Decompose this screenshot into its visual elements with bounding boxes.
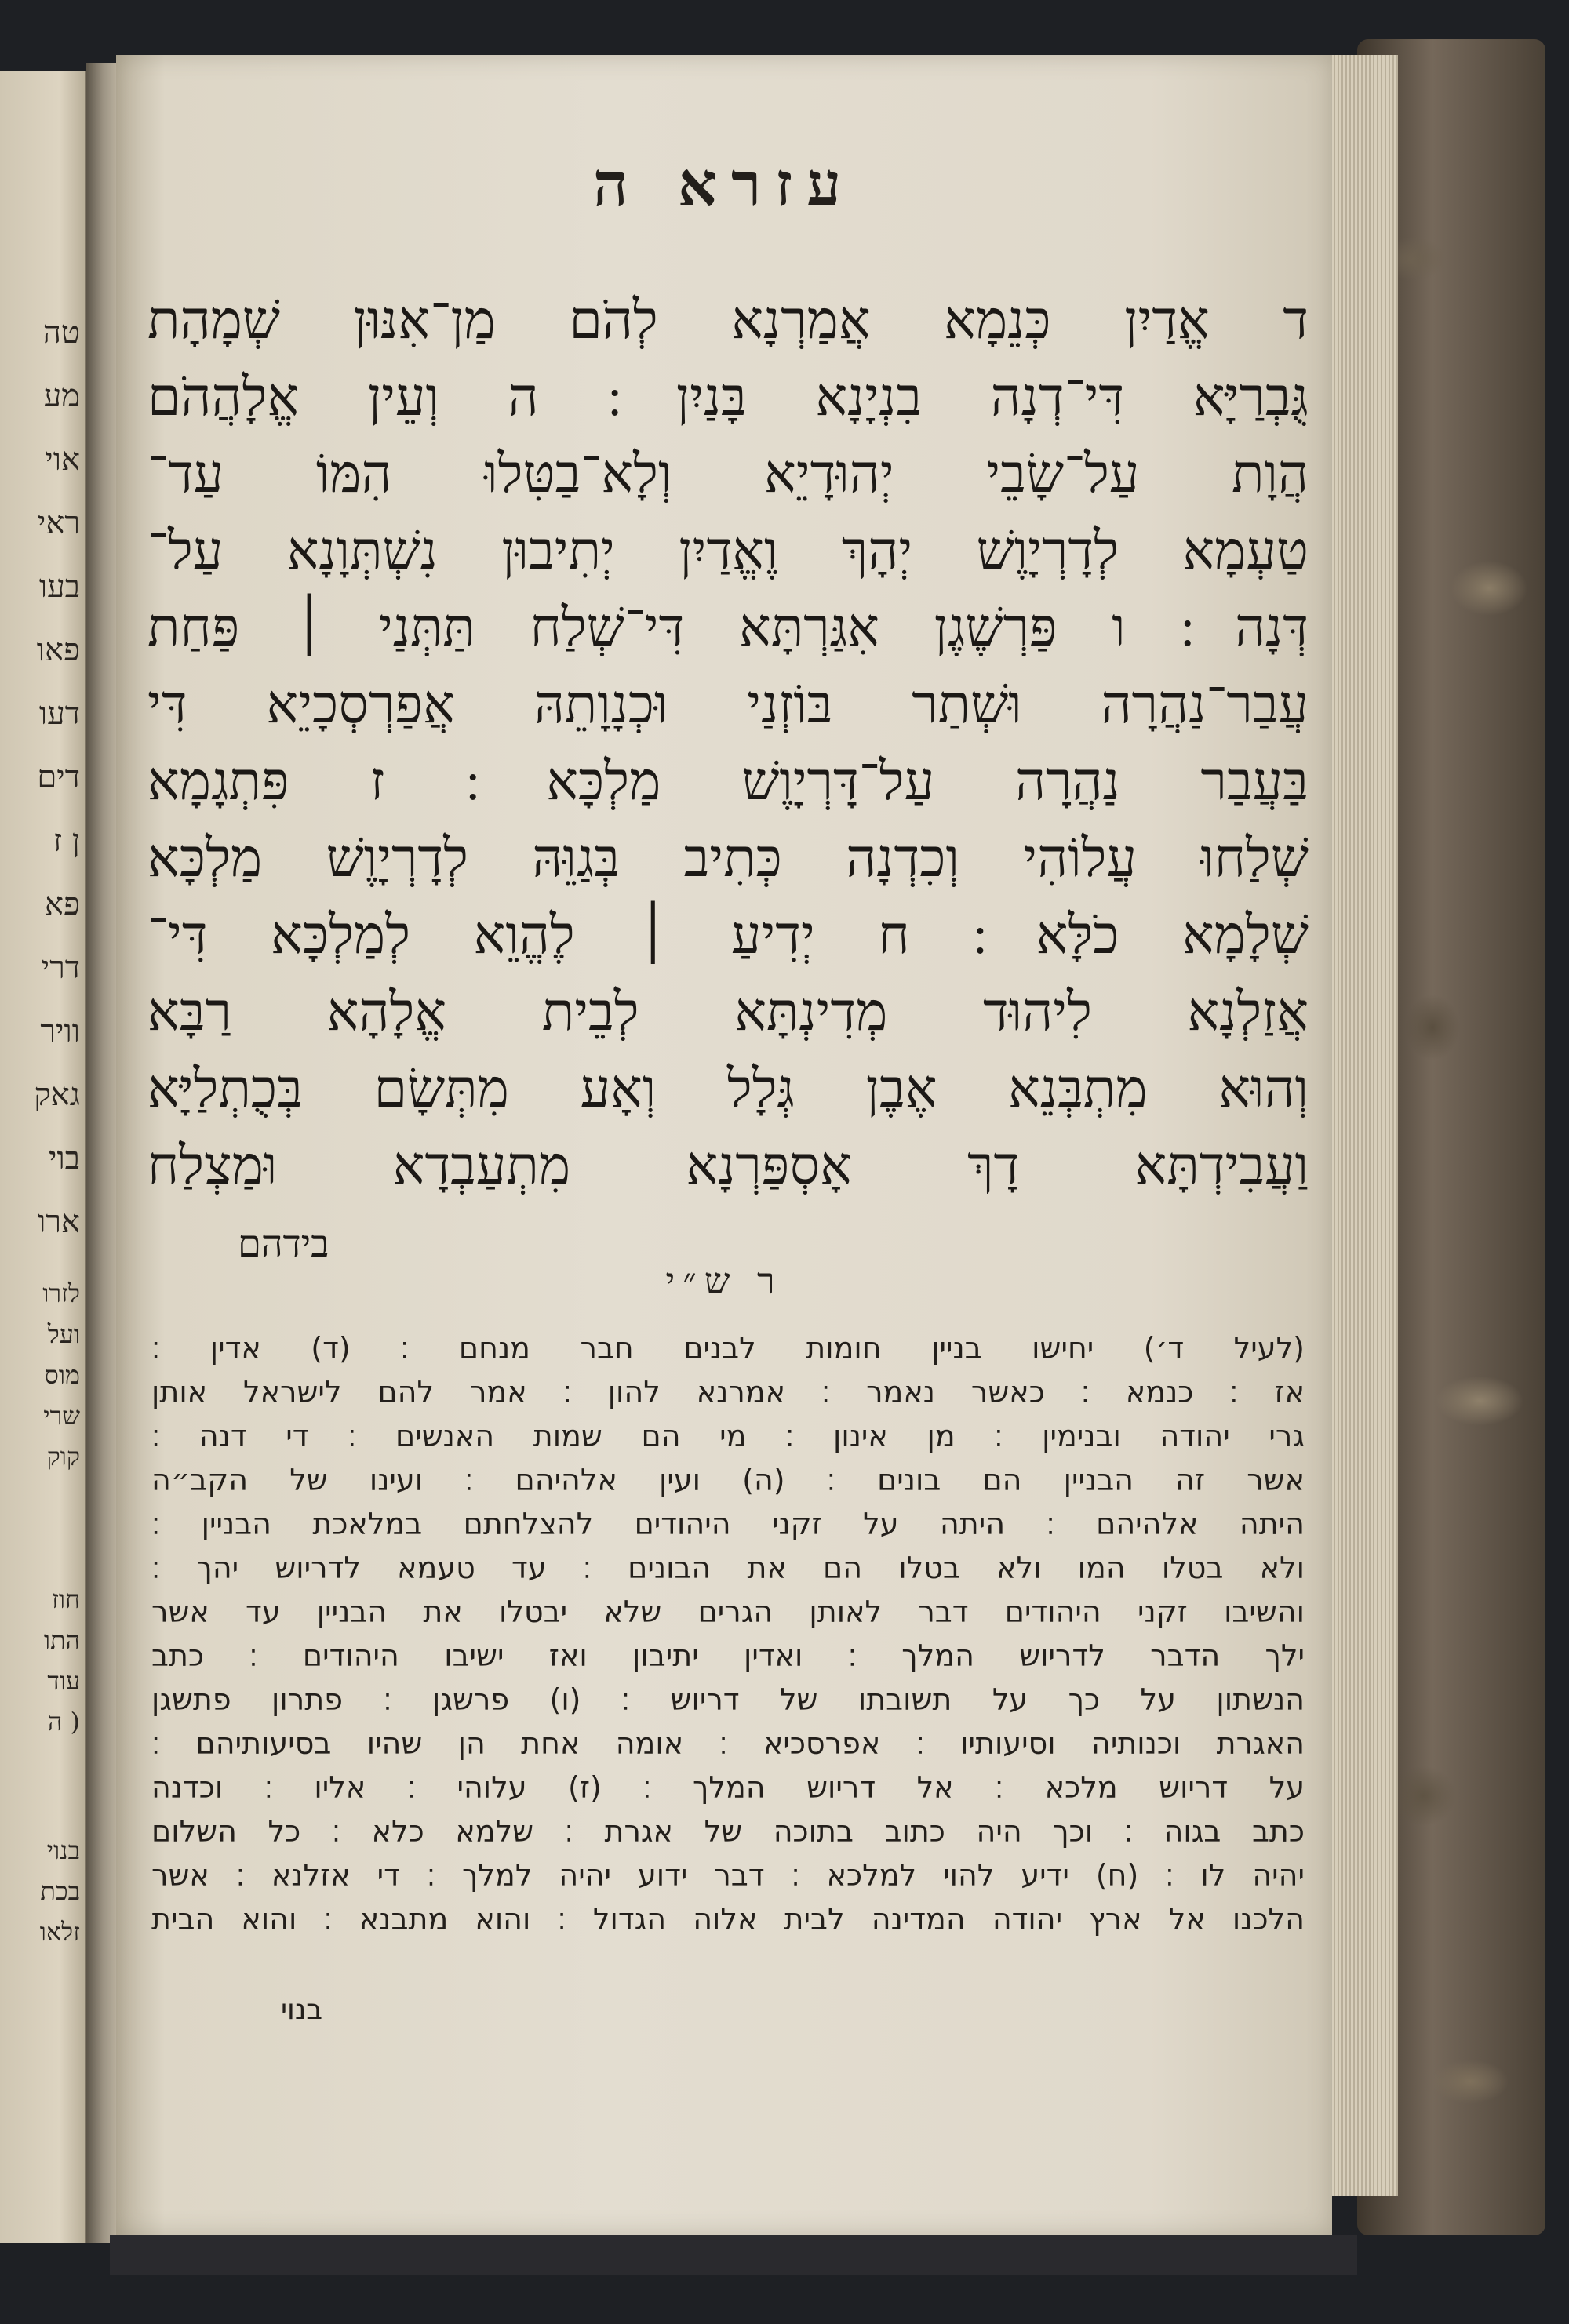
facing-page-fragment: בעו [38, 569, 80, 605]
right-page [116, 55, 1332, 2235]
facing-page-fragment: זלאו [39, 1917, 80, 1947]
facing-page-fragment: גאק [34, 1077, 80, 1113]
catchword: בידהם [238, 1222, 329, 1266]
facing-page-fragment: דעו [38, 696, 80, 732]
commentary-line: על דריוש מלכא ׃ אל דריוש המלך ׃ (ז) עלוהי ׃ אליו ׃ וכדנה [151, 1770, 1305, 1805]
facing-page-fragment: ועל [47, 1319, 80, 1349]
facing-page-fragment: וויר [40, 1013, 80, 1049]
scripture-line: אֲזַלְנָא לִיהוּד מְדִינְתָּא לְבֵית אֱלָהָא רַבָּא [147, 981, 1309, 1043]
commentary-line: היתה אלהיהם ׃ היתה על זקני היהודים להצלחתם במלאכת הבניין ׃ [151, 1507, 1305, 1541]
facing-page-fragment: פא [45, 886, 80, 922]
facing-page-fragment: ארו [38, 1204, 80, 1240]
facing-page-fragment: ראי [37, 505, 80, 541]
table-surface [110, 2235, 1357, 2275]
commentary-line: האגרת וכנותיה וסיעותיו ׃ אפרסכיא ׃ אומה אחת הן שהיו בסיעותיהם ׃ [151, 1726, 1305, 1761]
facing-page-fragment: ( ה [47, 1707, 80, 1737]
scripture-line: בַּעֲבַר נַהֲרָה עַל־דָּרְיָוֶשׁ מַלְכָּא ׃ ז פִּתְגָמָא [147, 751, 1309, 813]
commentary-line: יהיה לו ׃ (ח) ידיע להוי למלכא ׃ דבר ידוע יהיה למלך ׃ די אזלנא ׃ אשר [151, 1858, 1305, 1893]
page-title: עזרא ה [592, 149, 856, 220]
facing-page-fragment: דים [37, 759, 80, 795]
commentary-line: גרי יהודה ובנימין ׃ מן אינון ׃ מי הם שמות האנשים ׃ די דנה ׃ [151, 1419, 1305, 1453]
facing-page-fragment: התו [43, 1625, 80, 1655]
facing-page-fragment: מוס [44, 1360, 80, 1390]
facing-page-fragment: עוד [47, 1666, 80, 1696]
commentary-line: והשיבו זקני היהודים דבר לאותן הגרים שלא יבטלו את הבניין עד אשר [151, 1595, 1305, 1629]
commentary-line: הנשתון על כך על תשובתו של דריוש ׃ (ו) פרשגן ׃ פתרון פתשגן [151, 1682, 1305, 1717]
commentary-line: אשר זה הבניין הם בונים ׃ (ה) ועין אלהיהם ׃ ועינו של הקב״ה [151, 1463, 1305, 1497]
commentary-line: כתב בגוה ׃ וכך היה כתוב בתוכה של אגרת ׃ שלמא כלא ׃ כל השלום [151, 1814, 1305, 1849]
left-page [0, 71, 89, 2243]
facing-page-fragment: בכת [40, 1876, 80, 1906]
scripture-line: עֲבַר־נַהֲרָה וּשְׁתַר בּוֹזְנַי וּכְנָוָתֵהּ אֲפַרְסְכָיֵא דִּי [147, 674, 1309, 736]
facing-page-fragment: בוי [49, 1140, 80, 1177]
scripture-line: גֻּבְרַיָּא דִּי־דְנָה בִנְיָנָא בָּנַיִן ׃ ה וְעֵין אֱלָהֲהֹם [147, 366, 1309, 428]
scripture-line: וְהוּא מִתְבְּנֵא אֶבֶן גְּלָל וְאָע מִתְּשָׂם בְּכֻתְלַיָּא [147, 1058, 1309, 1120]
facing-page-fragment: חוז [51, 1584, 80, 1614]
facing-page-fragment: אוי [45, 442, 80, 478]
scripture-line: ד אֱדַיִן כְּנֵמָא אֲמַרְנָא לְהֹם מַן־אִנּוּן שְׁמָהָת [147, 289, 1309, 351]
facing-page-fragment: פאו [36, 632, 80, 668]
facing-page-fragment: לזרו [42, 1278, 80, 1308]
scripture-line: שְׁלַחוּ עֲלוֹהִי וְכִדְנָה כְּתִיב בְּגַוֵּהּ לְדָרְיָוֶשׁ מַלְכָּא [147, 827, 1309, 889]
commentary-line: ילך הדבר לדריוש המלך ׃ ואדין יתיבון ואז ישיבו היהודים ׃ כתב [151, 1638, 1305, 1673]
facing-page-fragment: קוק [46, 1442, 80, 1471]
facing-page-fragment: דרי [41, 950, 80, 986]
scripture-line: שְׁלָמָא כֹלָּא ׃ ח יְדִיעַ ׀ לֶהֱוֵא לְמַלְכָּא דִּי־ [147, 904, 1309, 966]
scripture-line: הֲוָת עַל־שָׂבֵי יְהוּדָיֵא וְלָא־בַטִּלוּ הִמּוֹ עַד־ [147, 443, 1309, 505]
commentary-line: ולא בטלו המו ולא בטלו הם את הבונים ׃ עד טעמא לדריוש יהך ׃ [151, 1551, 1305, 1585]
commentary-line: (לעיל ד׳) יחישו בניין חומות לבנים חבר מנחם ׃ (ד) אדין ׃ [151, 1331, 1305, 1366]
facing-page-fragment: טה [42, 315, 80, 351]
facing-page-fragment: בנוי [46, 1835, 80, 1865]
facing-page-fragment: מע [43, 378, 80, 414]
commentary-catchword: בנוי [281, 1994, 323, 2026]
scripture-line: טַעְמָא לְדָרְיָוֶשׁ יְהָךְ וֶאֱדַיִן יְתִיבוּן נִשְׁתְּוָנָא עַל־ [147, 520, 1309, 582]
page-edges [1326, 55, 1398, 2196]
facing-page-fragment: ן ז [53, 823, 80, 859]
commentary-line: אז ׃ כנמא ׃ כאשר נאמר ׃ אמרנא להון ׃ אמר להם לישראל אותן [151, 1375, 1305, 1409]
scripture-line: וַעֲבִידְתָּא דָךְ אָסְפַּרְנָא מִתְעַבְדָא וּמַצְלַח [147, 1135, 1309, 1197]
facing-page-fragment: שרי [43, 1401, 80, 1431]
scripture-line: דְּנָה ׃ ו פַּרְשֶׁגֶן אִגַּרְתָּא דִּי־שְׁלַח תַּתְּנַי ׀ פַּחַת [147, 597, 1309, 659]
commentary-heading: ר ש״י [665, 1260, 783, 1302]
commentary-line: הלכנו אל ארץ יהודה המדינה לבית אלוה הגדול ׃ והוא מתבנא ׃ והוא הבית [151, 1902, 1305, 1937]
